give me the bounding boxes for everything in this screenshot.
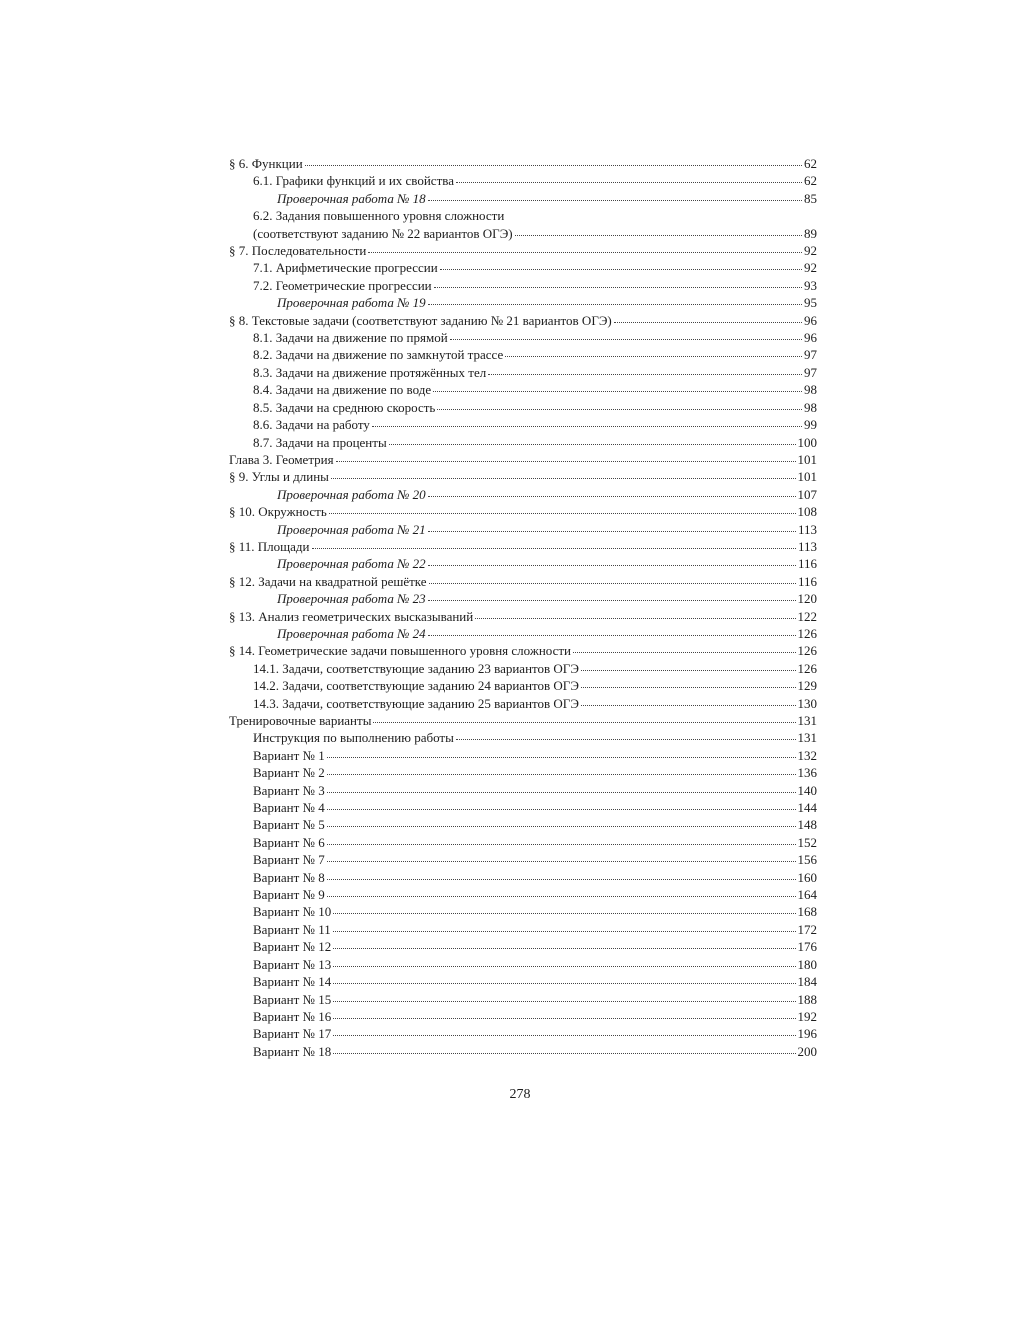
toc-entry[interactable]: [229, 364, 817, 381]
toc-entry[interactable]: [229, 225, 817, 242]
toc-entry[interactable]: [229, 1043, 817, 1060]
toc-entry-page: 96: [804, 330, 817, 346]
toc-entry-title: Вариант № 14: [253, 974, 332, 990]
toc-entry-title: § 13. Анализ геометрических высказываний: [229, 608, 474, 624]
dot-leader: [428, 303, 802, 305]
toc-entry-page: 131: [797, 713, 817, 728]
toc-entry[interactable]: [229, 434, 817, 451]
toc-entry-page: 122: [797, 608, 817, 624]
toc-entry-page: 192: [797, 1008, 817, 1024]
toc-entry-title: 7.1. Арифметические прогрессии: [253, 260, 438, 276]
toc-entry-title: (соответствуют заданию № 22 вариантов ОГЭ): [253, 225, 513, 241]
toc-entry-title: Вариант № 17: [253, 1026, 332, 1042]
toc-entry-title: 8.7. Задачи на проценты: [253, 434, 387, 450]
toc-entry-page: 108: [797, 504, 817, 520]
toc-entry-page: 99: [804, 417, 817, 433]
toc-entry[interactable]: [229, 242, 817, 259]
dot-leader: [505, 355, 802, 357]
toc-entry-page: 168: [797, 904, 817, 920]
table-of-contents: [229, 155, 817, 1060]
toc-entry-page: 95: [804, 295, 817, 311]
toc-entry[interactable]: [229, 312, 817, 329]
dot-leader: [475, 617, 795, 619]
toc-entry-page: 101: [797, 469, 817, 485]
toc-entry-title: § 12. Задачи на квадратной решётке: [229, 573, 427, 589]
toc-entry-page: 98: [804, 399, 817, 415]
toc-entry-title: Вариант № 8: [253, 869, 325, 885]
toc-entry-title: 14.1. Задачи, соответствующие заданию 23 вариантов ОГЭ: [253, 660, 579, 676]
toc-entry-title: 8.5. Задачи на среднюю скорость: [253, 399, 436, 415]
dot-leader: [428, 564, 796, 566]
toc-entry-page: 160: [797, 869, 817, 885]
dot-leader: [456, 738, 796, 740]
toc-entry[interactable]: [229, 451, 817, 468]
toc-entry-title: 8.4. Задачи на движение по воде: [253, 382, 432, 398]
toc-entry-page: 131: [797, 730, 817, 746]
toc-entry-page: 62: [804, 173, 817, 189]
toc-entry[interactable]: [229, 416, 817, 433]
toc-entry[interactable]: [229, 399, 817, 416]
dot-leader: [428, 495, 796, 497]
toc-entry[interactable]: [229, 886, 817, 903]
toc-entry[interactable]: [229, 677, 817, 694]
toc-entry-title: § 14. Геометрические задачи повышенного уровня сложности: [229, 643, 572, 659]
toc-entry-page: 120: [797, 591, 817, 607]
toc-entry-title: Глава 3. Геометрия: [229, 451, 334, 467]
toc-entry-title: 8.1. Задачи на движение по прямой: [253, 330, 448, 346]
toc-entry-page: 152: [797, 834, 817, 850]
toc-entry-title: 6.2. Задания повышенного уровня сложности: [253, 208, 505, 224]
dot-leader: [333, 965, 795, 967]
toc-entry-title: Вариант № 15: [253, 991, 332, 1007]
toc-entry[interactable]: [229, 190, 817, 207]
toc-entry-title: Тренировочные варианты: [229, 713, 372, 728]
toc-entry[interactable]: [229, 642, 817, 659]
toc-entry-page: 101: [797, 451, 817, 467]
dot-leader: [327, 860, 796, 862]
toc-entry-title: 7.2. Геометрические прогрессии: [253, 277, 432, 293]
toc-entry-page: 156: [797, 852, 817, 868]
toc-entry[interactable]: [229, 782, 817, 799]
toc-entry-page: 85: [804, 190, 817, 206]
toc-entry-page: 97: [804, 364, 817, 380]
dot-leader: [333, 982, 795, 984]
toc-entry[interactable]: [229, 973, 817, 990]
toc-entry[interactable]: [229, 921, 817, 938]
toc-entry-page: 196: [797, 1026, 817, 1042]
toc-entry[interactable]: [229, 608, 817, 625]
toc-entry[interactable]: [229, 816, 817, 833]
toc-entry-title: Вариант № 5: [253, 817, 325, 833]
toc-entry-page: 129: [797, 678, 817, 694]
dot-leader: [333, 1000, 795, 1002]
toc-entry[interactable]: [229, 259, 817, 276]
toc-entry[interactable]: [229, 660, 817, 677]
dot-leader: [333, 1034, 795, 1036]
dot-leader: [614, 321, 802, 323]
toc-entry[interactable]: [229, 799, 817, 816]
toc-entry-page: 116: [797, 573, 817, 589]
toc-entry-title: Вариант № 11: [253, 921, 331, 937]
dot-leader: [373, 721, 795, 723]
dot-leader: [327, 878, 796, 880]
toc-entry-page: 130: [797, 695, 817, 711]
toc-entry-title: Вариант № 12: [253, 939, 332, 955]
toc-entry[interactable]: [229, 729, 817, 746]
dot-leader: [327, 773, 796, 775]
dot-leader: [581, 669, 796, 671]
toc-entry-title: Вариант № 2: [253, 765, 325, 781]
toc-entry[interactable]: [229, 294, 817, 311]
toc-entry-page: 184: [797, 974, 817, 990]
toc-entry-title: § 10. Окружность: [229, 504, 327, 520]
toc-entry-title: Вариант № 6: [253, 834, 325, 850]
dot-leader: [331, 477, 796, 479]
dot-leader: [336, 460, 796, 462]
toc-entry-page: 144: [797, 800, 817, 816]
toc-entry-title: Вариант № 13: [253, 956, 332, 972]
dot-leader: [333, 912, 795, 914]
dot-leader: [312, 547, 796, 549]
toc-entry-page: 176: [797, 939, 817, 955]
toc-entry[interactable]: [229, 555, 817, 572]
dot-leader: [440, 268, 802, 270]
toc-entry-title: Вариант № 18: [253, 1043, 332, 1059]
toc-entry[interactable]: [229, 381, 817, 398]
toc-entry-page: 100: [797, 434, 817, 450]
toc-entry-title: Вариант № 7: [253, 852, 325, 868]
dot-leader: [434, 286, 802, 288]
toc-entry[interactable]: [229, 1025, 817, 1042]
toc-entry[interactable]: [229, 938, 817, 955]
toc-entry-page: 180: [797, 956, 817, 972]
toc-entry[interactable]: [229, 155, 817, 172]
dot-leader: [327, 756, 796, 758]
toc-entry[interactable]: [229, 956, 817, 973]
dot-leader: [372, 425, 802, 427]
toc-entry[interactable]: [229, 486, 817, 503]
dot-leader: [327, 843, 796, 845]
toc-entry-page: 136: [797, 765, 817, 781]
dot-leader: [581, 686, 796, 688]
dot-leader: [433, 390, 802, 392]
toc-entry-title: Проверочная работа № 21: [277, 521, 426, 537]
toc-entry-title: 8.6. Задачи на работу: [253, 417, 370, 433]
toc-entry-page: 93: [804, 277, 817, 293]
toc-entry-page: 98: [804, 382, 817, 398]
toc-entry[interactable]: [229, 277, 817, 294]
toc-entry[interactable]: [229, 538, 817, 555]
toc-entry-title: Вариант № 9: [253, 887, 325, 903]
toc-entry-page: 132: [797, 747, 817, 763]
toc-entry[interactable]: [229, 991, 817, 1008]
toc-entry-title: § 9. Углы и длины: [229, 469, 329, 485]
toc-entry-title: § 8. Текстовые задачи (соответствуют заданию № 21 вариантов ОГЭ): [229, 312, 612, 328]
toc-entry-page: 62: [804, 156, 817, 171]
toc-entry-title: Вариант № 1: [253, 747, 325, 763]
toc-entry-title: § 6. Функции: [229, 156, 303, 171]
toc-entry-title: Вариант № 16: [253, 1008, 332, 1024]
toc-entry[interactable]: [229, 590, 817, 607]
toc-entry-page: 164: [797, 887, 817, 903]
dot-leader: [456, 181, 802, 183]
toc-entry[interactable]: [229, 329, 817, 346]
toc-entry-title: Проверочная работа № 20: [277, 486, 426, 502]
dot-leader: [333, 930, 796, 932]
dot-leader: [437, 408, 802, 410]
toc-entry-title: 8.3. Задачи на движение протяжённых тел: [253, 364, 487, 380]
dot-leader: [450, 338, 802, 340]
toc-entry-page: 116: [797, 556, 817, 572]
toc-entry-title: § 11. Площади: [229, 538, 310, 554]
toc-entry-title: 14.3. Задачи, соответствующие заданию 25 вариантов ОГЭ: [253, 695, 579, 711]
toc-entry-page: 89: [804, 225, 817, 241]
toc-entry[interactable]: [229, 503, 817, 520]
toc-entry-title: Проверочная работа № 23: [277, 591, 426, 607]
toc-entry[interactable]: [229, 172, 817, 189]
toc-entry-page: 92: [804, 243, 817, 259]
toc-entry-page: 113: [797, 521, 817, 537]
toc-entry-title: Проверочная работа № 24: [277, 625, 426, 641]
toc-entry-page: 172: [797, 921, 817, 937]
toc-entry[interactable]: [229, 834, 817, 851]
toc-entry[interactable]: [229, 764, 817, 781]
toc-entry-title: 6.1. Графики функций и их свойства: [253, 173, 454, 189]
dot-leader: [428, 634, 796, 636]
dot-leader: [305, 164, 802, 166]
toc-entry[interactable]: [229, 1008, 817, 1025]
toc-entry-page: 188: [797, 991, 817, 1007]
dot-leader: [327, 808, 796, 810]
toc-entry[interactable]: [229, 712, 817, 729]
dot-leader: [333, 1052, 795, 1054]
toc-entry[interactable]: [229, 851, 817, 868]
toc-entry-page: 200: [797, 1043, 817, 1059]
dot-leader: [389, 443, 796, 445]
dot-leader: [333, 1017, 795, 1019]
dot-leader: [428, 599, 796, 601]
dot-leader: [333, 947, 795, 949]
toc-entry-page: 148: [797, 817, 817, 833]
toc-entry-title: Проверочная работа № 22: [277, 556, 426, 572]
dot-leader: [327, 791, 796, 793]
toc-entry[interactable]: [229, 468, 817, 485]
dot-leader: [515, 234, 802, 236]
toc-entry[interactable]: [229, 521, 817, 538]
toc-entry[interactable]: [229, 573, 817, 590]
dot-leader: [329, 512, 796, 514]
toc-entry-page: 126: [797, 643, 817, 659]
toc-entry-page: 97: [804, 347, 817, 363]
dot-leader: [368, 251, 802, 253]
toc-entry-title: Инструкция по выполнению работы: [253, 730, 454, 746]
toc-entry[interactable]: [229, 903, 817, 920]
toc-entry[interactable]: [229, 625, 817, 642]
toc-entry-title: § 7. Последовательности: [229, 243, 367, 259]
toc-entry[interactable]: [229, 695, 817, 712]
toc-entry-page: 96: [804, 312, 817, 328]
toc-entry-page: 126: [797, 660, 817, 676]
toc-entry-page: 107: [797, 486, 817, 502]
dot-leader: [573, 651, 795, 653]
toc-entry-title: 8.2. Задачи на движение по замкнутой трассе: [253, 347, 504, 363]
toc-entry-title: Вариант № 4: [253, 800, 325, 816]
dot-leader: [488, 373, 802, 375]
dot-leader: [428, 530, 796, 532]
dot-leader: [327, 895, 796, 897]
toc-entry-page: 113: [797, 538, 817, 554]
toc-entry-title: Проверочная работа № 19: [277, 295, 426, 311]
toc-entry-page: 126: [797, 625, 817, 641]
dot-leader: [327, 825, 796, 827]
toc-entry-title: Проверочная работа № 18: [277, 190, 426, 206]
toc-entry[interactable]: [229, 346, 817, 363]
toc-entry[interactable]: [229, 869, 817, 886]
toc-entry-title: Вариант № 3: [253, 782, 325, 798]
toc-entry-page: 92: [804, 260, 817, 276]
toc-entry-title: 14.2. Задачи, соответствующие заданию 24 вариантов ОГЭ: [253, 678, 579, 694]
dot-leader: [428, 199, 802, 201]
toc-entry[interactable]: [229, 207, 817, 224]
toc-entry-page: 140: [797, 782, 817, 798]
toc-entry[interactable]: [229, 747, 817, 764]
dot-leader: [581, 704, 796, 706]
page-number: 278: [509, 1087, 531, 1102]
dot-leader: [429, 582, 796, 584]
toc-entry-title: Вариант № 10: [253, 904, 332, 920]
